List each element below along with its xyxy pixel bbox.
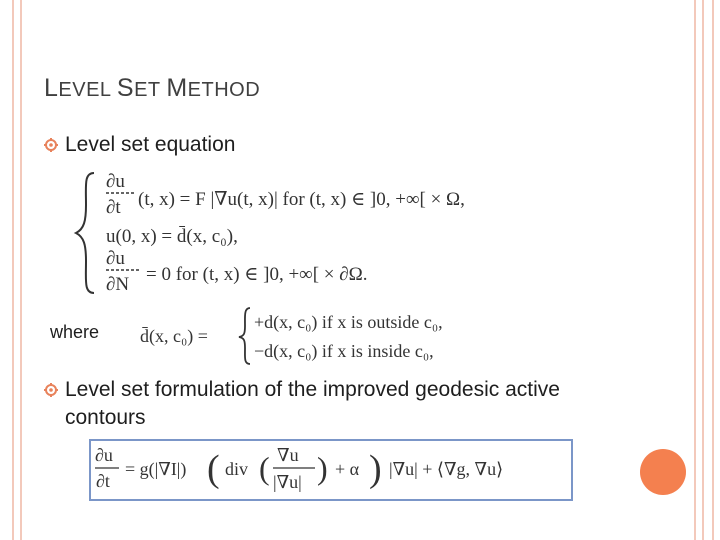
- svg-text:(: (: [207, 448, 220, 490]
- eq3-du: ∂u: [106, 248, 125, 269]
- gac-equation: [91, 441, 567, 495]
- bullet-text-1: Level set equation: [65, 133, 236, 156]
- dbar-case-2: −d(x, c₀) if x is inside c₀,: [254, 341, 434, 361]
- frame-line-right-3: [712, 0, 714, 540]
- svg-text:= g(|∇I|): = g(|∇I|): [125, 459, 187, 479]
- eq3-dN: ∂N: [106, 274, 130, 295]
- title-letter-M: M: [166, 74, 188, 102]
- title-part-3: ETHOD: [187, 79, 261, 101]
- eq1-rest: (t, x) = F |∇u(t, x)| for (t, x) ∈ ]0, +∞[ × Ω,: [138, 189, 465, 210]
- eq2: u(0, x) = d̄(x, c₀),: [106, 226, 238, 247]
- frame-line-right-1: [694, 0, 696, 540]
- dbar-definition-equation: [138, 304, 538, 368]
- title-letter-S: S: [116, 74, 135, 102]
- svg-text:+ α: + α: [335, 459, 360, 479]
- decorative-circle: [640, 449, 686, 495]
- title-part-1: EVEL: [58, 79, 117, 101]
- title-part-2: ET: [134, 79, 167, 101]
- level-set-system-equation: [70, 165, 630, 305]
- gac-equation-box: [89, 439, 573, 501]
- dbar-case-1: +d(x, c₀) if x is outside c₀,: [254, 312, 443, 332]
- eq3-rest: = 0 for (t, x) ∈ ]0, +∞[ × ∂Ω.: [146, 264, 368, 285]
- svg-text:|∇u|: |∇u|: [273, 472, 302, 492]
- where-label: where: [50, 322, 100, 342]
- title-letter-L: L: [44, 74, 59, 102]
- svg-text:|∇u| + ⟨∇g, ∇u⟩: |∇u| + ⟨∇g, ∇u⟩: [389, 459, 504, 479]
- bullet-icon: [44, 138, 58, 152]
- eq1-du: ∂u: [106, 171, 125, 192]
- svg-text:∂u: ∂u: [95, 445, 113, 465]
- frame-line-left-1: [12, 0, 14, 540]
- frame-line-right-2: [702, 0, 704, 540]
- slide-title: [44, 74, 260, 103]
- gear-bullet-icon-2: [44, 383, 58, 397]
- svg-text:): ): [317, 450, 328, 486]
- svg-text:∂t: ∂t: [96, 471, 110, 491]
- svg-text:div: div: [225, 459, 249, 479]
- eq1-dt: ∂t: [106, 197, 121, 218]
- dbar-lhs: d̄(x, c₀) =: [140, 326, 208, 346]
- dbar-brace: [239, 308, 250, 364]
- svg-text:∇u: ∇u: [277, 445, 299, 465]
- frame-line-left-2: [20, 0, 22, 540]
- system-brace: [76, 173, 94, 293]
- svg-text:): ): [369, 448, 382, 490]
- svg-text:(: (: [259, 450, 270, 486]
- bullet-icon-2: [44, 383, 58, 397]
- bullet-text-2: Level set formulation of the improved geodesic active contours: [65, 378, 560, 429]
- gear-bullet-icon: [44, 138, 58, 152]
